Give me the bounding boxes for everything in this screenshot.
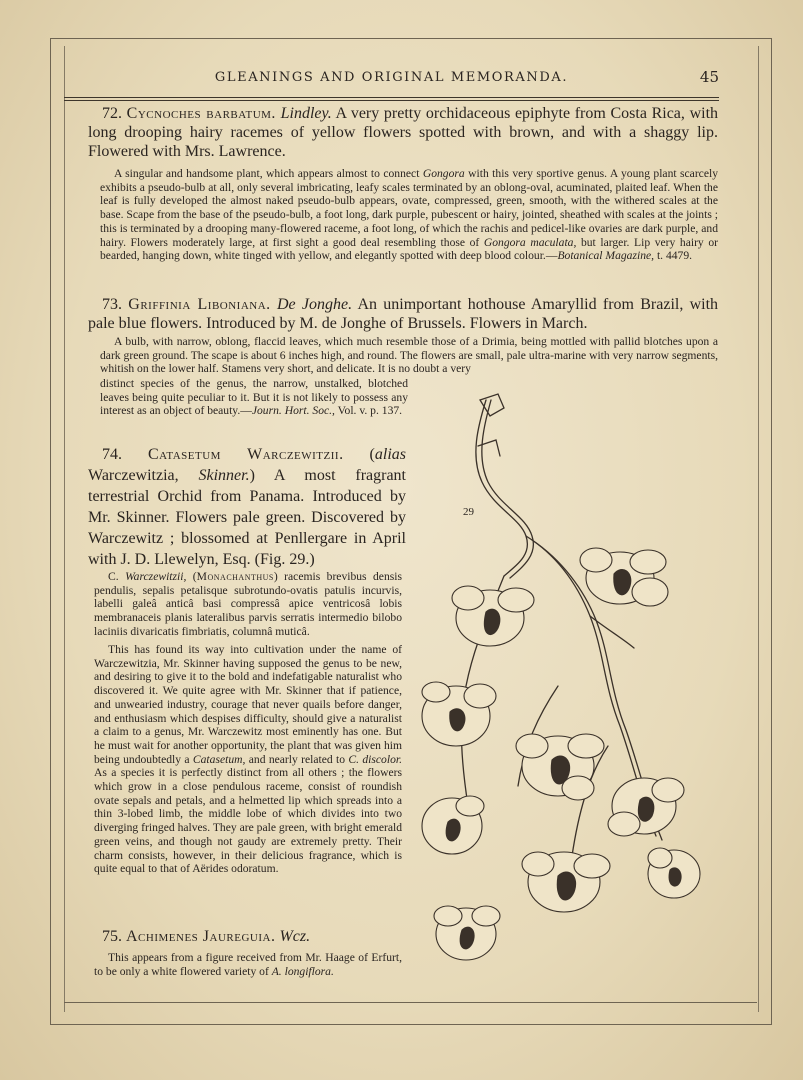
entry-73-body-full: A bulb, with narrow, oblong, flaccid leaves, which much resemble those of a Drimia, being mottled with pallid blotches upon a dark green ground. The scape is about 6 inches high, and round. The flowers are small, pale ultra-marine with very narrow segments, whitish on the lower half. Stamens very short, and delicate. It is no doubt a very <box>100 335 718 376</box>
entry-number: 75. <box>102 928 122 945</box>
latin-text-run: Monachanthus <box>196 570 274 583</box>
entry-lead-text: A very pretty orchidaceous epiphyte from Costa Rica, with long drooping hairy racemes of yellow flowers spotted with brown, and with a shaggy lip. Flowered with Mrs. Lawrence. <box>88 105 719 160</box>
entry-text-run: with this very sportive genus. A young plant scarcely exhibits a pseudo-bulb at all, only several imbricating, leafy scales terminated by an oblong-oval, acuminated, plaited leaf. When the leaf is fully developed the almost naked pseudo-bulb appears, ovate, compressed, green, smooth, with the withered scales at the base. Scape from the base of the pseudo-bulb, a foot long, dark purple, pubescent or hairy, jointed, sheathed with scales at the joints ; this is terminated by a drooping many-flowered raceme, a foot long, of which the rachis and pedicel-like ovaries are dark purple, and hairy. Flowers moderately large, at first sight a good deal resembling those of <box>100 167 718 249</box>
species-name: Catasetum Warczewitzii. <box>147 446 344 463</box>
entry-lead-run: Warczewitzia, <box>88 467 199 484</box>
entry-text-run: A. longiflora. <box>271 964 334 978</box>
orchid-illustration-icon <box>408 386 728 986</box>
entry-lead-run: ( <box>369 446 375 463</box>
entry-text-run: t. 4479. <box>654 249 693 263</box>
species-name: Cycnoches barbatum. <box>126 105 276 122</box>
entry-text-run: A singular and handsome plant, which appears almost to connect <box>114 167 423 180</box>
header-rule <box>64 97 719 101</box>
entry-text-run: As a species it is perfectly distinct from all others ; the flowers which grow in a close pendulous raceme, consist of roundish ovate sepals and petals, and a helmetted lip which spreads into a thin 3-lobed limb, the middle lobe of which divides into two diverging fringed halves. They are pale green, with bright emerald green veins, and though not gaudy are extremely pretty. Their charm consists, however, in their delicious fragrance, which is quite equal to that of Aërides odoratum. <box>94 766 402 876</box>
bottom-rule <box>64 1002 757 1006</box>
entry-74-latin-diagnosis <box>94 570 402 639</box>
entry-number: 73. <box>102 296 122 313</box>
page-header <box>64 64 719 94</box>
entry-number: 74. <box>102 446 122 463</box>
authority: De Jonghe. <box>276 296 353 313</box>
entry-number: 72. <box>102 105 122 122</box>
page-number: 45 <box>699 68 719 86</box>
entry-text-run: Botanical Magazine, <box>557 249 655 263</box>
entry-74-body <box>94 643 402 876</box>
entry-lead-text: An unimportant hothouse Amaryllid from Brazil, with pale blue flowers. Introduced by M. de Jonghe of Brussels. Flowers in March. <box>88 296 719 332</box>
species-name: Achimenes Jaureguia. <box>126 928 276 945</box>
entry-75-lead <box>88 927 406 946</box>
entry-text-run: but larger. Lip very hairy or bearded, hanging down, white tinged with yellow, and elegantly spotted with deep blood colour.— <box>100 235 718 263</box>
latin-text-run: Warczewitzii, <box>125 570 187 583</box>
entry-text-run: This has found its way into cultivation under the name of Warczewitzia, Mr. Skinner having supposed the genus to be new, and desiring to give it to the bold and indefatigable naturalist who discovered it. We quite agree with Mr. Skinner that if patience, and unwearied industry, courage that never quails before danger, and enthusiasm which despises difficulty, should give a naturalist a claim to a genus, Mr. Warczewitz most eminently has one. But he must wait for another opportunity, the plant that was given him being undoubtedly a <box>94 643 402 766</box>
entry-75-body <box>94 951 402 978</box>
entry-text-run: C. discolor. <box>348 752 402 766</box>
entry-text-run: Catasetum, <box>192 752 246 766</box>
latin-text-run: C. <box>108 570 126 583</box>
species-name: Griffinia Liboniana. <box>128 296 271 313</box>
entry-text-run: Vol. v. p. 137. <box>334 404 403 418</box>
entry-lead-run: alias <box>374 446 406 463</box>
entry-text-run: Gongora <box>422 167 465 180</box>
entry-lead-run: Skinner. <box>198 467 250 484</box>
entry-72-lead <box>88 104 718 161</box>
figure-label: 29 <box>463 506 474 518</box>
entry-72-body <box>100 167 718 263</box>
entry-text-run: This appears from a figure received from Mr. Haage of Erfurt, to be only a white flowered variety of <box>94 951 402 978</box>
entry-73-lead <box>88 295 718 333</box>
latin-text-run: ( <box>186 570 197 583</box>
entry-74-lead <box>88 444 406 570</box>
entry-text-run: Journ. Hort. Soc., <box>251 404 335 418</box>
running-title: GLEANINGS AND ORIGINAL MEMORANDA. <box>214 70 569 85</box>
entry-text-run: and nearly related to <box>245 752 349 766</box>
latin-text-run: ) racemis brevibus densis pendulis, sepalis petalisque subrotundo-ovatis patulis incurvis, labelli galeâ anticâ basi compressâ apice ventricosâ lobis membranaceis planis lateralibus parvis serratis intermedio bilobo laciniis divaricatis fimbriatis, columnâ muticâ. <box>94 570 402 638</box>
entry-73-body-narrow <box>100 377 408 418</box>
entry-lead-run: ) A most fragrant terrestrial Orchid from Panama. Introduced by Mr. Skinner. Flowers pale green. Discovered by Warczewitz ; blossomed at Penllergare in April with J. D. Llewelyn, Esq. (Fig. 29.) <box>88 467 406 568</box>
entry-lead-text <box>88 446 406 568</box>
entry-text-run: Gongora maculata, <box>483 235 577 249</box>
authority: Lindley. <box>280 105 332 122</box>
authority: Wcz. <box>279 928 311 945</box>
entry-text-run: distinct species of the genus, the narrow, unstalked, blotched leaves being quite peculiar to it. But it is not likely to possess any interest as an object of beauty.— <box>100 377 408 418</box>
